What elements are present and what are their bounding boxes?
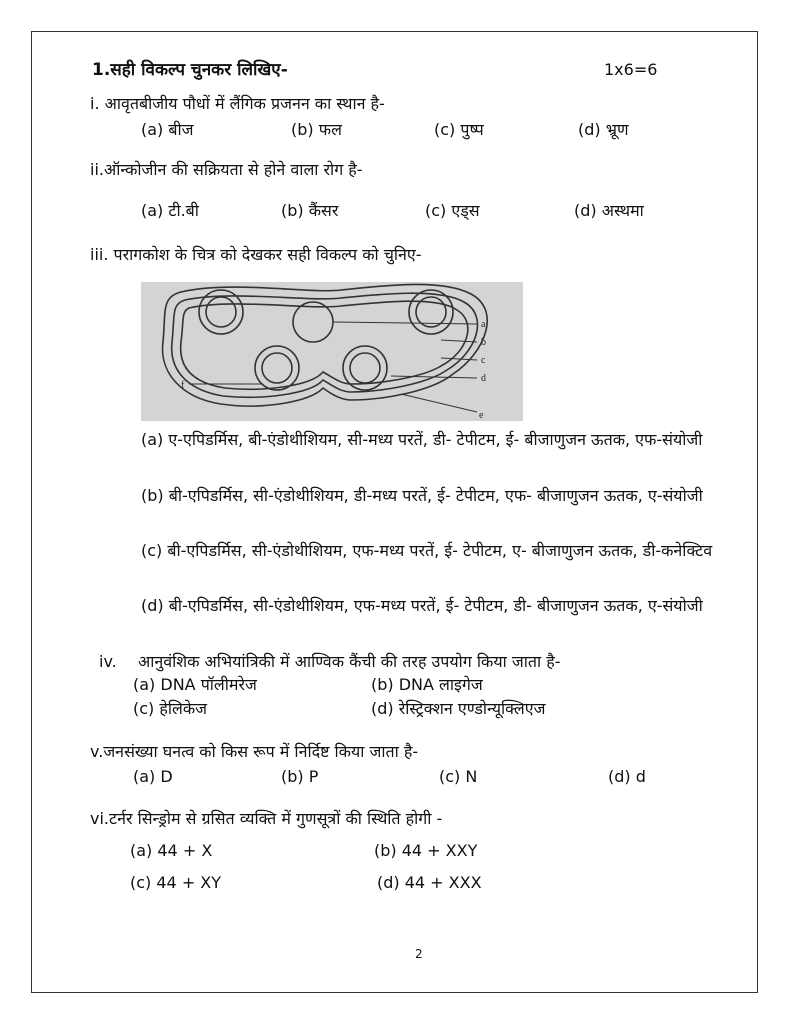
section-title: 1.सही विकल्प चुनकर लिखिए- [92, 60, 288, 80]
figure-label-f: f [181, 380, 185, 391]
q4-option-b: (b) DNA लाइगेज [371, 675, 483, 694]
q5-option-c: (c) N [439, 767, 478, 786]
q4-option-c: (c) हेलिकेज [133, 699, 208, 718]
q3-option-d: (d) बी-एपिडर्मिस, सी-एंडोथीशियम, एफ-मध्य परतें, ई- टेपीटम, डी- बीजाणुजन ऊतक, ए-संयोजी [141, 596, 703, 615]
question-4: आनुवंशिक अभियांत्रिकी में आण्विक कैंची की तरह उपयोग किया जाता है- [138, 652, 561, 671]
q5-option-d: (d) d [608, 767, 646, 786]
figure-label-d: d [481, 373, 486, 384]
q6-option-a: (a) 44 + X [130, 841, 213, 860]
q2-option-a: (a) टी.बी [141, 201, 199, 220]
q5-option-a: (a) D [133, 767, 173, 786]
question-4-number: iv. [99, 652, 117, 671]
question-3: iii. परागकोश के चित्र को देखकर सही विकल्प को चुनिए- [90, 245, 422, 264]
q1-option-d: (d) भ्रूण [578, 120, 629, 139]
section-marks: 1x6=6 [604, 60, 658, 79]
page-number: 2 [415, 947, 423, 961]
q2-option-b: (b) कैंसर [281, 201, 339, 220]
q3-option-a: (a) ए-एपिडर्मिस, बी-एंडोथीशियम, सी-मध्य परतें, डी- टेपीटम, ई- बीजाणुजन ऊतक, एफ-संयोजी [141, 430, 703, 449]
q6-option-b: (b) 44 + XXY [374, 841, 478, 860]
question-2: ii.ऑन्कोजीन की सक्रियता से होने वाला रोग है- [90, 160, 363, 179]
q6-option-c: (c) 44 + XY [130, 873, 222, 892]
q2-option-c: (c) एड्स [425, 201, 480, 220]
figure-label-a: a [481, 319, 486, 330]
q1-option-a: (a) बीज [141, 120, 194, 139]
question-5: v.जनसंख्या घनत्व को किस रूप में निर्दिष्ट किया जाता है- [90, 742, 419, 761]
q3-option-b: (b) बी-एपिडर्मिस, सी-एंडोथीशियम, डी-मध्य परतें, ई- टेपीटम, एफ- बीजाणुजन ऊतक, ए-संयोजी [141, 486, 703, 505]
q4-option-a: (a) DNA पॉलीमरेज [133, 675, 257, 694]
q6-option-d: (d) 44 + XXX [377, 873, 482, 892]
question-1: i. आवृतबीजीय पौधों में लैंगिक प्रजनन का स्थान है- [90, 94, 385, 113]
q1-option-c: (c) पुष्प [434, 120, 484, 139]
q2-option-d: (d) अस्थमा [574, 201, 644, 220]
q5-option-b: (b) P [281, 767, 319, 786]
figure-label-c: c [481, 355, 486, 366]
figure-label-b: b [481, 337, 486, 348]
anther-diagram [141, 282, 523, 421]
q4-option-d: (d) रेस्ट्रिक्शन एण्डोन्यूक्लिएज [371, 699, 546, 718]
q3-option-c: (c) बी-एपिडर्मिस, सी-एंडोथीशियम, एफ-मध्य परतें, ई- टेपीटम, ए- बीजाणुजन ऊतक, डी-कनेक्टिव [141, 541, 713, 560]
question-6: vi.टर्नर सिन्ड्रोम से ग्रसित व्यक्ति में गुणसूत्रों की स्थिति होगी - [90, 809, 443, 828]
q1-option-b: (b) फल [291, 120, 342, 139]
figure-label-e: e [479, 410, 484, 421]
